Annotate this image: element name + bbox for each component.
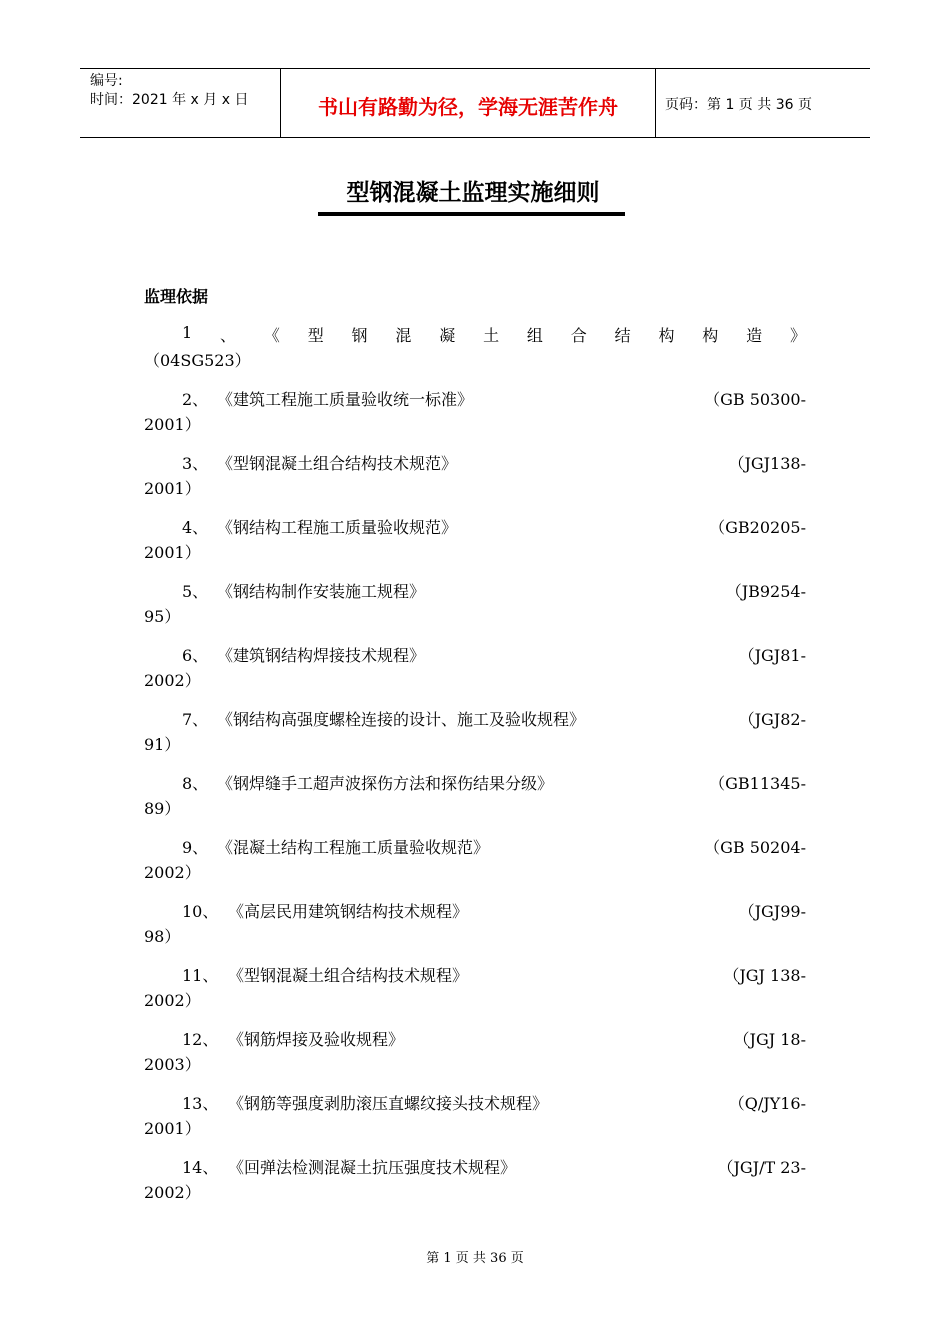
header-meta-cell <box>80 69 280 137</box>
reference-number: 6、 <box>182 646 209 665</box>
header-page-info: 页码：第 1 页 共 36 页 <box>665 97 812 113</box>
header-motto: 书山有路勤为径，学海无涯苦作舟 <box>318 95 618 119</box>
reference-code-start: （GB 50204- <box>704 838 806 857</box>
reference-title-char: 土 <box>483 326 500 345</box>
reference-code-end: 2002） <box>144 863 201 882</box>
reference-code-start: （JGJ138- <box>728 454 806 473</box>
reference-title: 《回弹法检测混凝土抗压强度技术规程》 <box>228 1158 517 1177</box>
reference-title-char: 钢 <box>351 326 368 345</box>
reference-code-start: （GB20205- <box>709 518 806 537</box>
reference-code-end: 2001） <box>144 543 201 562</box>
reference-number: 3、 <box>182 454 209 473</box>
reference-number: 12、 <box>182 1030 219 1049</box>
reference-code-end: 2003） <box>144 1055 201 1074</box>
reference-item <box>144 323 806 373</box>
reference-title: 《钢结构高强度螺栓连接的设计、施工及验收规程》 <box>217 710 586 729</box>
reference-item <box>144 451 806 501</box>
reference-code-end: 2002） <box>144 1183 201 1202</box>
reference-code-start: （JGJ81- <box>738 646 806 665</box>
reference-code-end: （04SG523） <box>144 351 251 370</box>
reference-item <box>144 1027 806 1077</box>
reference-title-char: 凝 <box>439 326 456 345</box>
document-number-label: 编号: <box>90 73 123 89</box>
reference-title-char: 构 <box>702 326 719 345</box>
reference-title-char: 结 <box>614 326 631 345</box>
reference-title-char: 》 <box>789 326 806 345</box>
reference-title-char: 《 <box>263 326 280 345</box>
reference-number: 1 <box>182 323 193 342</box>
reference-line <box>182 323 806 346</box>
reference-code-start: （JB9254- <box>725 582 806 601</box>
title-underline <box>318 212 625 216</box>
reference-title: 《高层民用建筑钢结构技术规程》 <box>228 902 469 921</box>
reference-item <box>144 899 806 949</box>
header-motto-cell <box>280 69 656 137</box>
reference-number: 14、 <box>182 1158 219 1177</box>
reference-code-start: （JGJ 18- <box>733 1030 806 1049</box>
page-header <box>80 68 870 138</box>
reference-title-char: 型 <box>307 326 324 345</box>
reference-number: 11、 <box>182 966 219 985</box>
reference-code-end: 95） <box>144 607 181 626</box>
reference-title: 《钢焊缝手工超声波探伤方法和探伤结果分级》 <box>217 774 554 793</box>
reference-number: 7、 <box>182 710 209 729</box>
reference-title: 《钢结构工程施工质量验收规范》 <box>217 518 458 537</box>
reference-item <box>144 579 806 629</box>
reference-title: 《钢筋等强度剥肋滚压直螺纹接头技术规程》 <box>228 1094 549 1113</box>
reference-code-start: （GB11345- <box>709 774 806 793</box>
reference-number: 8、 <box>182 774 209 793</box>
reference-number: 9、 <box>182 838 209 857</box>
reference-number: 5、 <box>182 582 209 601</box>
reference-code-end: 2002） <box>144 991 201 1010</box>
reference-item <box>144 515 806 565</box>
reference-number: 13、 <box>182 1094 219 1113</box>
reference-title: 《钢结构制作安装施工规程》 <box>217 582 426 601</box>
reference-title: 《混凝土结构工程施工质量验收规范》 <box>217 838 490 857</box>
reference-code-end: 2001） <box>144 479 201 498</box>
reference-title: 《建筑工程施工质量验收统一标准》 <box>217 390 474 409</box>
reference-item <box>144 1091 806 1141</box>
reference-item <box>144 963 806 1013</box>
reference-number: 4、 <box>182 518 209 537</box>
reference-title-char: 造 <box>746 326 763 345</box>
reference-title: 《钢筋焊接及验收规程》 <box>228 1030 405 1049</box>
section-heading: 监理依据 <box>144 287 209 306</box>
reference-code-end: 2002） <box>144 671 201 690</box>
reference-item <box>144 643 806 693</box>
reference-code-start: （Q/JY16- <box>728 1094 806 1113</box>
page-footer: 第 1 页 共 36 页 <box>426 1251 524 1266</box>
reference-number: 10、 <box>182 902 219 921</box>
reference-code-end: 91） <box>144 735 181 754</box>
reference-code-end: 89） <box>144 799 181 818</box>
header-page-cell <box>655 69 870 137</box>
reference-code-start: （GB 50300- <box>704 390 806 409</box>
reference-item <box>144 387 806 437</box>
reference-item <box>144 771 806 821</box>
reference-code-start: （JGJ/T 23- <box>717 1158 806 1177</box>
reference-number: 2、 <box>182 390 209 409</box>
reference-title-char: 合 <box>570 326 587 345</box>
reference-separator: 、 <box>220 326 237 345</box>
reference-item <box>144 835 806 885</box>
reference-code-start: （JGJ99- <box>738 902 806 921</box>
reference-title-char: 组 <box>526 326 543 345</box>
reference-code-start: （JGJ82- <box>738 710 806 729</box>
reference-title: 《型钢混凝土组合结构技术规程》 <box>228 966 469 985</box>
reference-code-end: 2001） <box>144 1119 201 1138</box>
reference-title: 《建筑钢结构焊接技术规程》 <box>217 646 426 665</box>
reference-title-char: 混 <box>395 326 412 345</box>
reference-item <box>144 707 806 757</box>
reference-code-end: 98） <box>144 927 181 946</box>
reference-code-end: 2001） <box>144 415 201 434</box>
document-title: 型钢混凝土监理实施细则 <box>346 180 600 206</box>
document-time-label: 时间：2021 年 x 月 x 日 <box>90 92 249 108</box>
reference-title-char: 构 <box>658 326 675 345</box>
reference-item <box>144 1155 806 1205</box>
reference-title: 《型钢混凝土组合结构技术规范》 <box>217 454 458 473</box>
reference-code-start: （JGJ 138- <box>723 966 806 985</box>
